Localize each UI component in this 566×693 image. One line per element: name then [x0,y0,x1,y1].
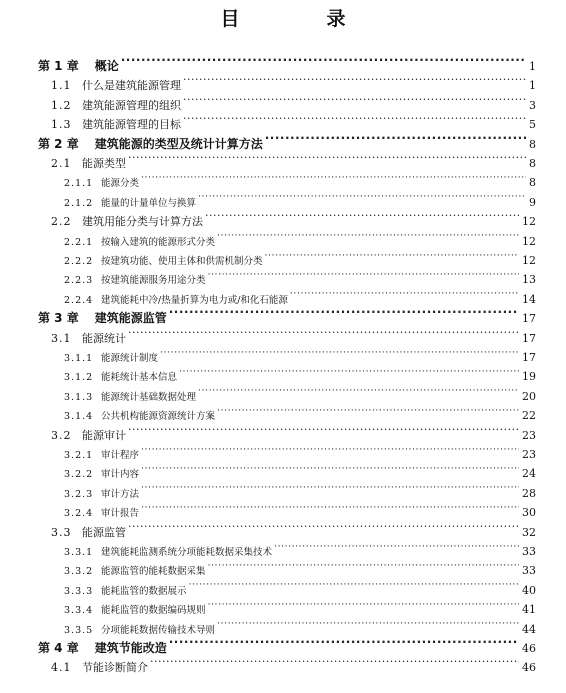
toc-page-number: 41 [522,603,536,617]
toc-subsection-row[interactable] [0,537,566,558]
toc-leader-dots [290,285,519,303]
toc-leader-dots [160,343,519,361]
toc-leader-dots [141,479,519,497]
page-title: 目 录 [220,8,380,30]
toc-page-number: 33 [522,564,536,578]
toc-entry-number: 1.3 [51,118,72,132]
toc-entry-number: 2.2.3 [64,275,94,287]
toc-leader-dots [217,227,519,245]
toc-page-number: 40 [522,583,536,597]
toc-leader-dots [179,362,519,380]
toc-subsection-row[interactable] [0,440,566,461]
toc-chapter-row[interactable] [0,52,566,73]
toc-entry-number: 3.1.2 [64,372,94,384]
toc-entry-number: 2.1.2 [64,197,94,209]
toc-subsection-row[interactable] [0,188,566,209]
toc-entry-number: 2.2.1 [64,236,94,248]
toc-page-number: 24 [522,467,536,481]
toc-page-number: 14 [522,292,536,306]
toc-entry-title: 节能诊断简介 [82,661,148,675]
toc-subsection-row[interactable] [0,246,566,267]
toc-leader-dots [198,188,526,206]
toc-entry-number: 第 2 章 [38,136,79,151]
toc-entry-title: 建筑能耗中冷/热量折算为电力或/和化石能源 [101,294,288,306]
toc-page-number: 8 [529,176,536,190]
toc-entry-number: 3.3 [51,525,72,539]
toc-page-number: 32 [522,525,536,539]
toc-entry-title: 审计内容 [101,469,140,481]
toc-entry-title: 按建筑功能、使用主体和供需机制分类 [101,256,263,267]
toc-entry-number: 3.2.4 [64,508,94,520]
toc-leader-dots [128,518,519,536]
toc-entry-title: 能源统计制度 [101,353,159,364]
toc-entry-title: 能耗监管的数据展示 [101,585,187,597]
toc-entry-number: 2.1.1 [64,178,94,190]
toc-page-number: 17 [522,312,536,326]
toc-page-number: 44 [522,622,536,636]
toc-page-number: 28 [522,486,536,500]
toc-chapter-row[interactable] [0,634,566,655]
toc-leader-dots [183,91,526,109]
toc-section-row[interactable] [0,518,566,539]
toc-leader-dots [141,498,519,516]
toc-subsection-row[interactable] [0,285,566,306]
toc-page-number: 1 [529,60,536,73]
toc-section-row[interactable] [0,110,566,132]
toc-leader-dots [183,71,526,89]
toc-entry-title: 按建筑能源服务用途分类 [101,275,206,287]
toc-entry-title: 能耗监管的数据编码规则 [101,605,206,617]
toc-entry-title: 公共机构能源资源统计方案 [101,411,216,423]
toc-page-number: 5 [529,118,536,132]
toc-page-number: 1 [529,79,536,93]
toc-section-row[interactable] [0,149,566,170]
toc-leader-dots [208,556,519,574]
toc-section-row[interactable] [0,91,566,112]
toc-page-number: 33 [522,545,536,558]
toc-chapter-row[interactable] [0,304,566,326]
toc-page-number: 46 [522,661,536,675]
toc-subsection-row[interactable] [0,459,566,481]
toc-entry-number: 1.1 [51,79,72,93]
toc-entry-number: 第 1 章 [38,59,79,73]
toc-page-number: 12 [522,215,536,229]
toc-subsection-row[interactable] [0,362,566,384]
toc-entry-number: 3.2 [51,428,72,442]
toc-entry-title: 能源监管的能耗数据采集 [101,566,206,578]
toc-entry-title: 什么是建筑能源管理 [82,79,181,93]
toc-leader-dots [141,459,519,477]
toc-subsection-row[interactable] [0,265,566,287]
toc-leader-dots [121,52,526,70]
toc-leader-dots [274,537,519,555]
toc-subsection-row[interactable] [0,401,566,423]
toc-section-row[interactable] [0,653,566,675]
toc-subsection-row[interactable] [0,479,566,500]
toc-entry-number: 3.3.4 [64,605,94,617]
toc-entry-title: 能源类型 [82,157,126,170]
toc-entry-number: 3.3.2 [64,566,94,578]
toc-entry-number: 3.1.4 [64,411,94,423]
toc-subsection-row[interactable] [0,168,566,190]
toc-subsection-row[interactable] [0,595,566,617]
toc-page-number: 46 [522,642,536,655]
toc-entry-number: 3.2.2 [64,469,94,481]
toc-entry-number: 第 3 章 [38,311,79,326]
toc-entry-title: 建筑能源监管 [94,311,167,326]
toc-entry-title: 能耗统计基本信息 [101,372,178,384]
toc-entry-title: 能源审计 [82,428,126,442]
toc-entry-title: 建筑能源管理的组织 [82,98,181,112]
toc-page-number: 20 [522,389,536,403]
toc-entry-title: 能源统计 [82,331,126,345]
toc-section-row[interactable] [0,207,566,229]
toc-entry-title: 能源分类 [101,178,140,190]
toc-subsection-row[interactable] [0,382,566,403]
toc-page-number: 17 [522,331,536,345]
toc-leader-dots [169,634,519,652]
toc-entry-number: 1.2 [51,98,72,112]
toc-entry-title: 建筑节能改造 [94,641,167,655]
toc-entry-title: 建筑能源的类型及统计计算方法 [94,136,263,151]
toc-page-number: 17 [522,351,536,364]
toc-subsection-row[interactable] [0,498,566,520]
toc-leader-dots [208,265,519,283]
toc-entry-number: 3.1.1 [64,353,94,364]
toc-leader-dots [183,110,526,128]
toc-leader-dots [217,615,519,633]
toc-section-row[interactable] [0,324,566,345]
toc-page-number: 30 [522,506,536,520]
toc-entry-number: 2.2 [51,215,72,229]
toc-entry-number: 2.1 [51,157,72,170]
toc-leader-dots [128,324,519,342]
toc-leader-dots [189,576,519,594]
toc-entry-title: 审计程序 [101,450,140,461]
toc-subsection-row[interactable] [0,556,566,578]
toc-subsection-row[interactable] [0,576,566,597]
toc-page-number: 9 [529,195,536,209]
toc-leader-dots [141,168,526,186]
toc-entry-label [51,659,148,677]
toc-entry-number: 3.3.1 [64,547,94,558]
toc-entry-number: 3.1.3 [64,391,94,403]
toc-subsection-row[interactable] [0,343,566,364]
toc-entry-title: 建筑用能分类与计算方法 [82,215,203,229]
toc-entry-number: 2.2.4 [64,294,94,306]
toc-entry-number: 4.1 [51,661,72,675]
toc-entry-number: 3.3.3 [64,585,94,597]
toc-page-number: 3 [529,98,536,112]
toc-leader-dots [141,440,519,458]
toc-leader-dots [217,401,519,419]
toc-leader-dots [150,653,519,671]
toc-entry-title: 能源监管 [82,525,126,539]
toc-entry-title: 概论 [94,59,119,73]
toc-entry-title: 能源统计基础数据处理 [101,391,197,403]
toc-page-number: 8 [529,137,536,151]
toc-page-number: 22 [522,409,536,423]
toc-page-number: 23 [522,448,536,461]
toc-page-number: 13 [522,273,536,287]
toc-page-number: 23 [522,428,536,442]
toc-section-row[interactable] [0,421,566,442]
toc-page-number: 12 [522,234,536,248]
toc-entry-title: 审计报告 [101,508,140,520]
toc-entry-number: 3.2.1 [64,450,94,461]
toc-entry-number: 3.2.3 [64,488,94,500]
toc-leader-dots [208,595,519,613]
toc-page-number: 12 [522,254,536,267]
toc-entry-number: 3.1 [51,331,72,345]
toc-leader-dots [265,246,519,264]
toc-section-row[interactable] [0,71,566,93]
toc-entry-title: 建筑能源管理的目标 [82,118,181,132]
toc-leader-dots [128,421,519,439]
toc-entry-number: 第 4 章 [38,641,79,655]
toc-entry-title: 能量的计量单位与换算 [101,197,197,209]
toc-leader-dots [205,207,519,225]
toc-chapter-row[interactable] [0,130,566,151]
toc-page-number: 19 [522,370,536,384]
toc-entry-title: 分项能耗数据传输技术导则 [101,624,216,636]
toc-leader-dots [128,149,526,167]
toc-entry-number: 2.2.2 [64,256,94,267]
toc-entry-title: 按输入建筑的能源形式分类 [101,236,216,248]
toc-page-number: 8 [529,157,536,170]
toc-subsection-row[interactable] [0,615,566,636]
toc-entry-title: 审计方法 [101,488,140,500]
toc-leader-dots [265,130,526,148]
toc-subsection-row[interactable] [0,227,566,248]
toc-leader-dots [198,382,519,400]
toc-entry-number: 3.3.5 [64,624,94,636]
toc-leader-dots [169,304,519,322]
toc-entry-title: 建筑能耗监测系统分项能耗数据采集技术 [101,547,273,558]
